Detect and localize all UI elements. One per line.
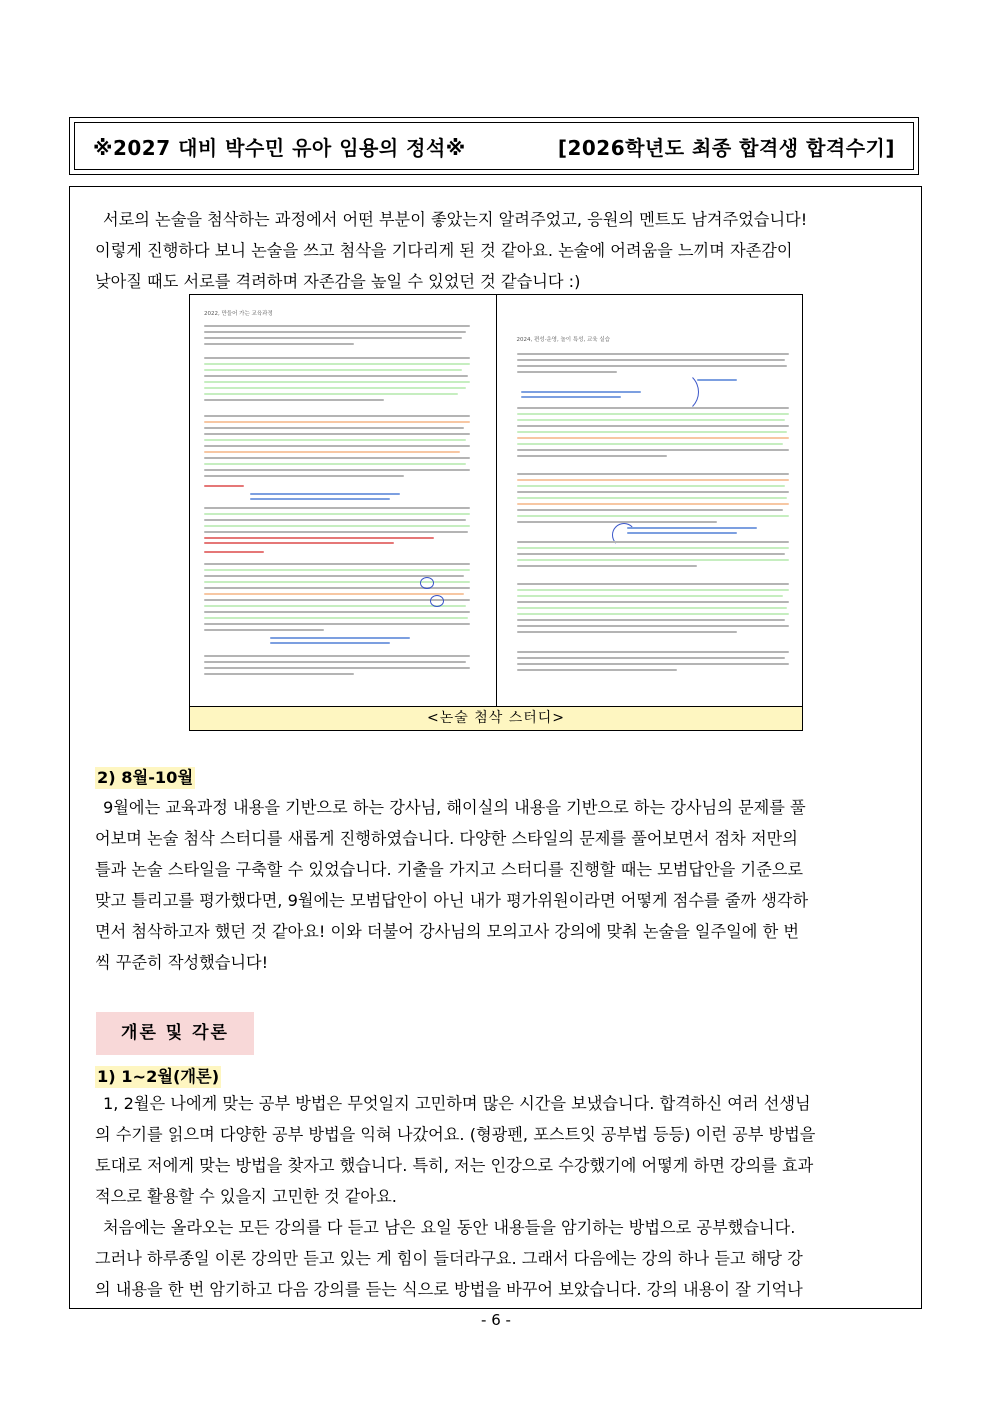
intro-paragraph [95, 204, 895, 297]
study-figure [189, 294, 803, 731]
header-left-title: ※2027 대비 박수민 유아 임용의 정석※ [93, 135, 466, 160]
aug-oct-line-5: 면서 첨삭하고자 했던 것 같아요! 이와 더불어 강사님의 모의고사 강의에 맞춰 논술을 일주일에 한 번 [95, 922, 800, 941]
intro-line-2: 이렇게 진행하다 보니 논술을 쓰고 첨삭을 기다리게 된 것 같아요. 논술에 어려움을 느끼며 자존감이 [95, 241, 793, 260]
intro-line-3: 낮아질 때도 서로를 격려하며 자존감을 높일 수 있었던 것 같습니다 :) [95, 272, 581, 291]
aug-oct-line-6: 씩 꾸준히 작성했습니다! [95, 953, 269, 972]
jan-feb-line-3: 토대로 저에게 맞는 방법을 찾자고 했습니다. 특히, 저는 인강으로 수강했기에 어떻게 하면 강의를 효과 [95, 1156, 814, 1175]
jan-feb-line-2: 의 수기를 읽으며 다양한 공부 방법을 익혀 나갔어요. (형광펜, 포스트잇 공부법 등등) 이런 공부 방법을 [95, 1125, 816, 1144]
jan-feb-heading: 1) 1~2월(개론) [97, 1067, 220, 1086]
header-inner-box [74, 122, 914, 170]
right-doc-title: 2024, 편성·운영, 놀이 특성, 교육 실습 [516, 337, 610, 343]
figure-left-page [190, 295, 497, 709]
figure-caption: <논술 첨삭 스터디> [190, 706, 802, 730]
jan-feb-line-1: 1, 2월은 나에게 맞는 공부 방법은 무엇일지 고민하며 많은 시간을 보냈습니다. 합격하신 여러 선생님 [103, 1094, 811, 1113]
aug-oct-line-4: 맞고 틀리고를 평가했다면, 9월에는 모범답안이 아닌 내가 평가위원이라면 어떻게 점수를 줄까 생각하 [95, 891, 809, 910]
left-doc-title: 2022, 만들어 가는 교육과정 [204, 311, 273, 317]
header-box [69, 117, 919, 175]
aug-oct-heading: 2) 8월-10월 [97, 768, 194, 787]
jan-feb-line-7: 의 내용을 한 번 암기하고 다음 강의를 듣는 식으로 방법을 바꾸어 보았습니다. 강의 내용이 잘 기억나 [95, 1280, 803, 1299]
page-number: - 6 - [481, 1311, 511, 1329]
jan-feb-line-5: 처음에는 올라오는 모든 강의를 다 듣고 남은 요일 동안 내용들을 암기하는 방법으로 공부했습니다. [103, 1218, 796, 1237]
jan-feb-paragraph [95, 1088, 895, 1305]
aug-oct-paragraph [95, 792, 895, 978]
aug-oct-line-1: 9월에는 교육과정 내용을 기반으로 하는 강사님, 해이실의 내용을 기반으로 하는 강사님의 문제를 풀 [103, 798, 806, 817]
jan-feb-line-4: 적으로 활용할 수 있을지 고민한 것 같아요. [95, 1187, 397, 1206]
theory-section-label: 개론 및 각론 [96, 1012, 254, 1055]
intro-line-1: 서로의 논술을 첨삭하는 과정에서 어떤 부분이 좋았는지 알려주었고, 응원의 멘트도 남겨주었습니다! [103, 210, 808, 229]
header-right-title: [2026학년도 최종 합격생 합격수기] [557, 135, 895, 160]
aug-oct-line-3: 틀과 논술 스타일을 구축할 수 있었습니다. 기출을 가지고 스터디를 진행할 때는 모범답안을 기준으로 [95, 860, 804, 879]
figure-right-page [497, 295, 803, 709]
jan-feb-line-6: 그러나 하루종일 이론 강의만 듣고 있는 게 힘이 들더라구요. 그래서 다음에는 강의 하나 듣고 해당 강 [95, 1249, 803, 1268]
aug-oct-line-2: 어보며 논술 첨삭 스터디를 새롭게 진행하였습니다. 다양한 스타일의 문제를 풀어보면서 점차 저만의 [95, 829, 798, 848]
